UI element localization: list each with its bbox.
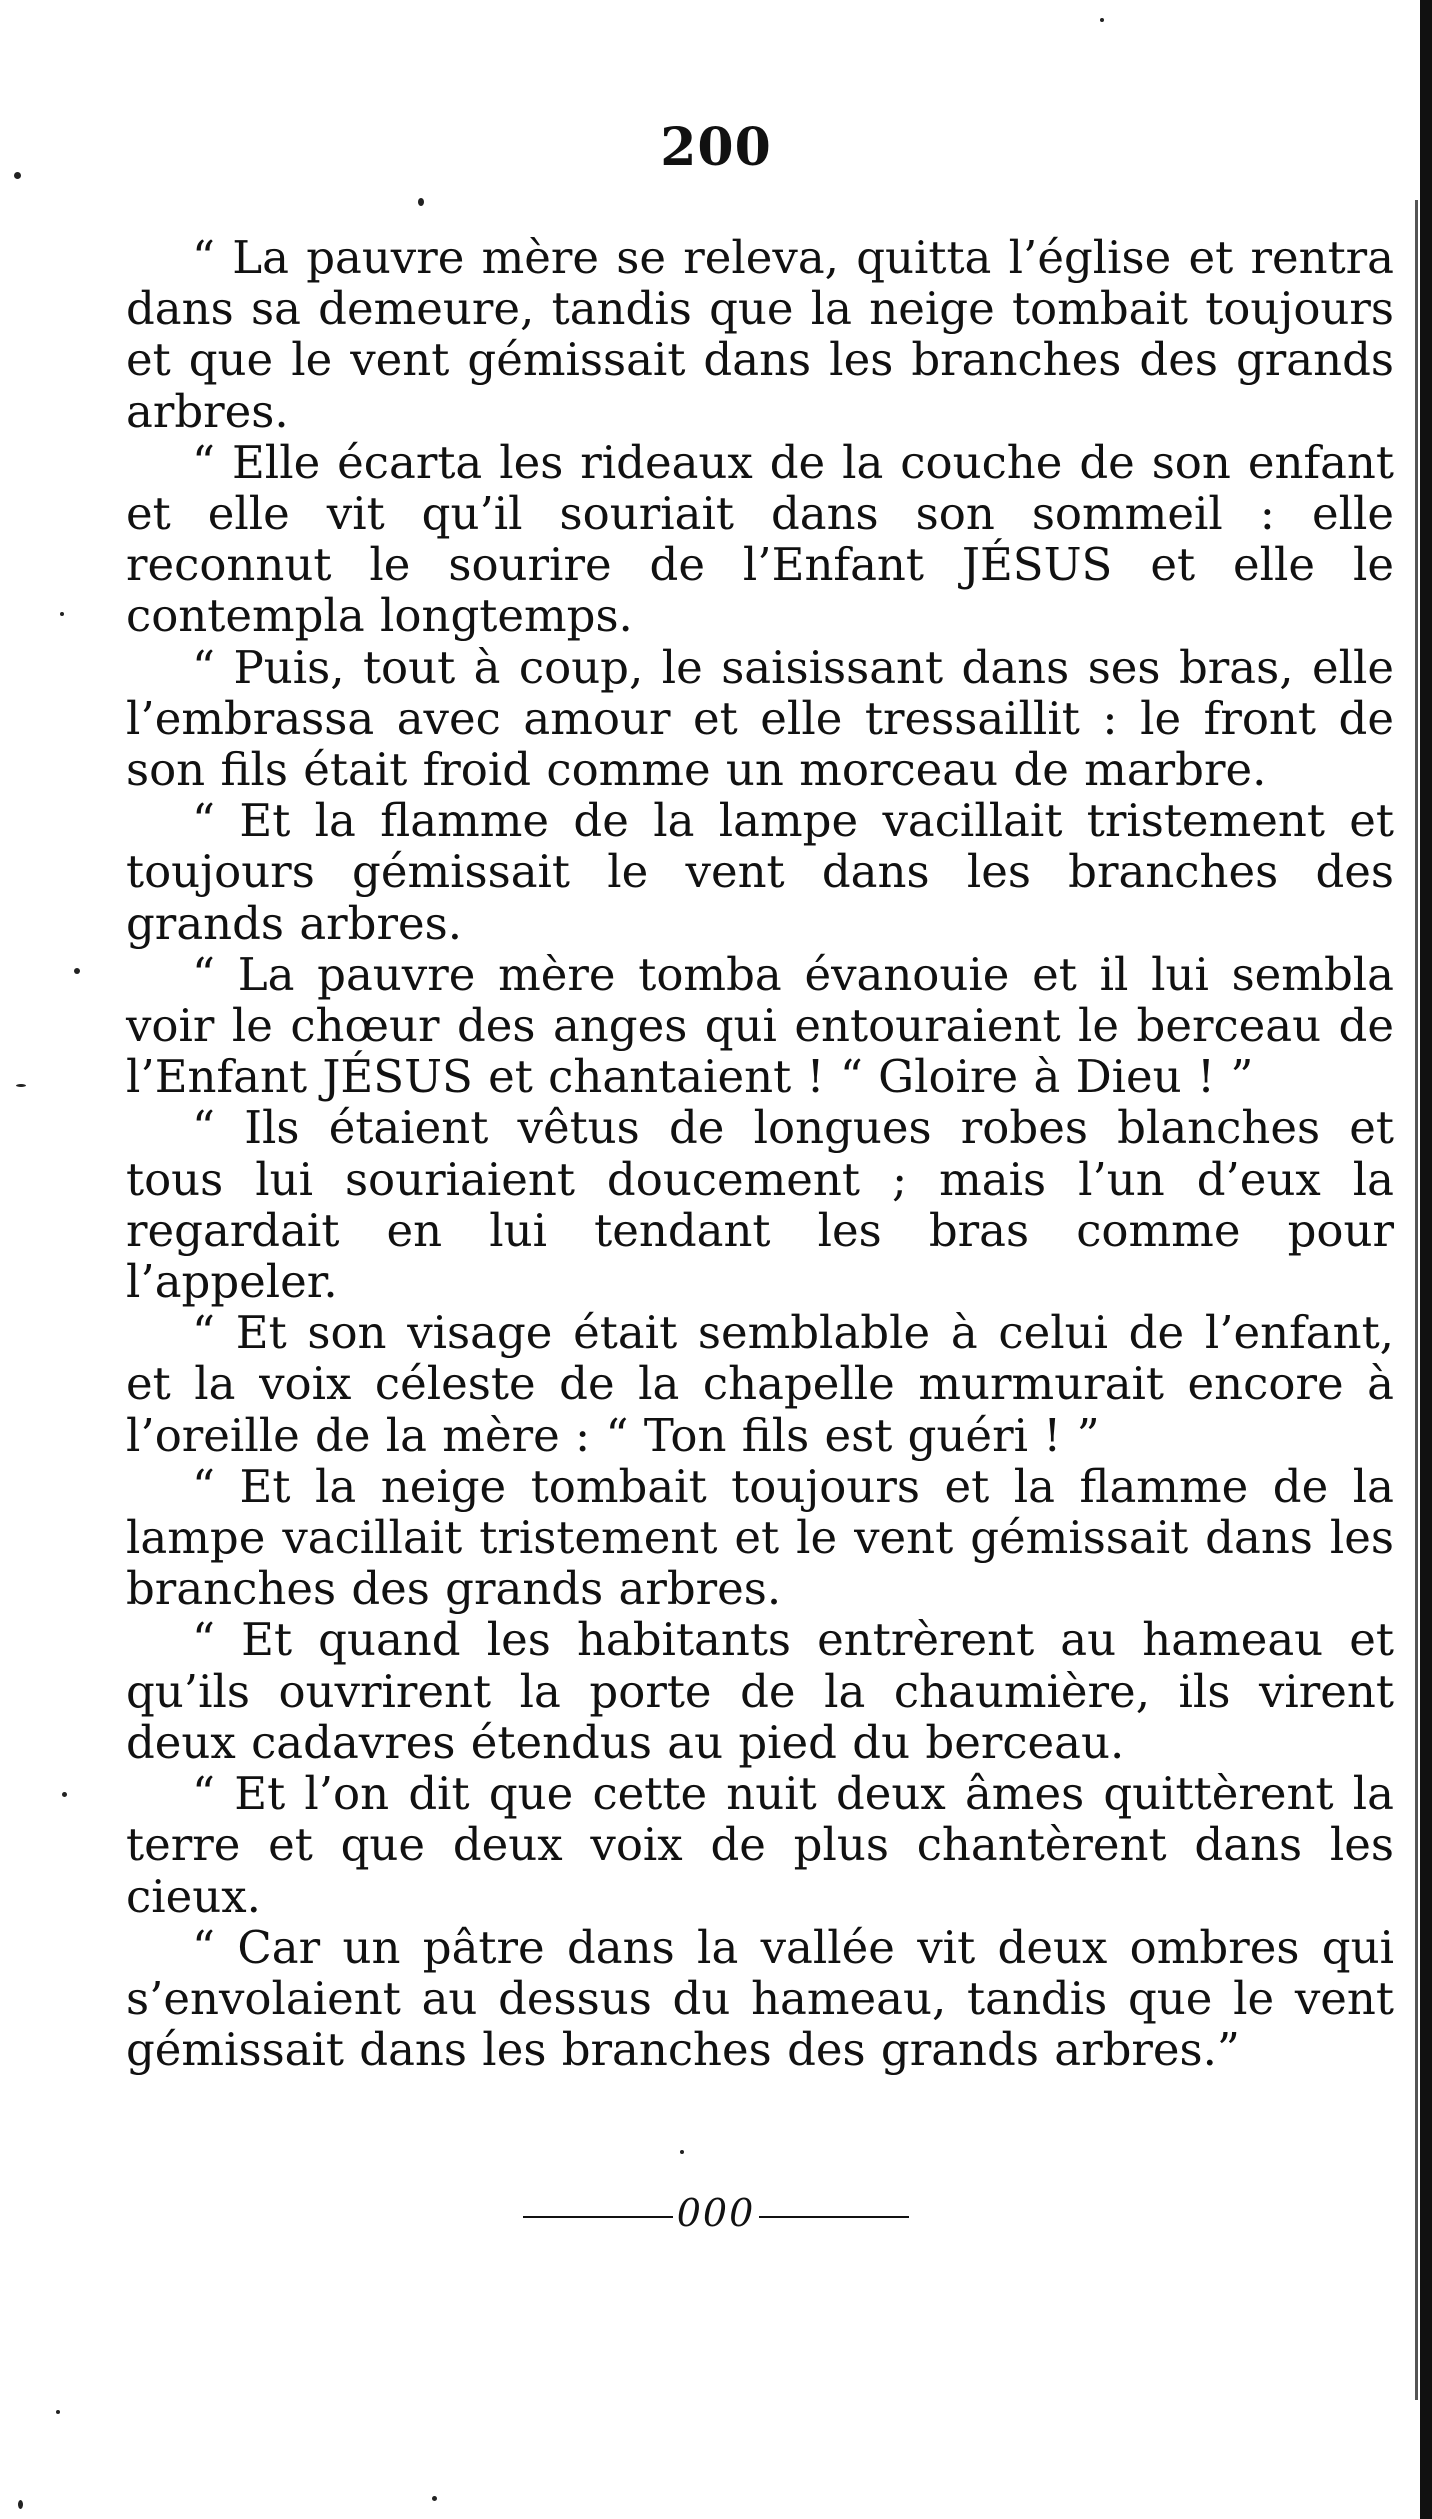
paragraph: “ La pauvre mère tomba évanouie et il lui sembla voir le chœur des anges qui entouraient le berceau de l’Enfant JÉSUS et chantaient ! “ Gloire à Dieu ! ”: [126, 947, 1394, 1104]
print-speck: [16, 1084, 26, 1087]
print-speck: [418, 198, 424, 206]
print-speck: [56, 2410, 60, 2414]
body-text: [126, 232, 1394, 2075]
paragraph: “ Ils étaient vêtus de longues robes blanches et tous lui souriaient doucement ; mais l’un d’eux la regardait en lui tendant les bras comme pour l’appeler.: [126, 1101, 1394, 1309]
ornament-rule-left: [523, 2216, 673, 2218]
paragraph: “ Et son visage était semblable à celui de l’enfant, et la voix céleste de la chapelle murmurait encore à l’oreille de la mère : “ Ton fils est guéri ! ”: [126, 1306, 1394, 1462]
paragraph: “ Et la flamme de la lampe vacillait tristement et toujours gémissait le vent dans les branches des grands arbres.: [126, 794, 1394, 950]
page-number: 200: [660, 117, 772, 178]
print-speck: [680, 2150, 684, 2154]
paragraph: “ Car un pâtre dans la vallée vit deux ombres qui s’envolaient au dessus du hameau, tandis que le vent gémissait dans les branches des grands arbres.”: [126, 1920, 1394, 2077]
print-speck: [74, 968, 80, 974]
end-ornament: [0, 2190, 1432, 2236]
paragraph: “ Et la neige tombait toujours et la flamme de la lampe vacillait tristement et le vent gémissait dans les branches des grands arbres.: [126, 1459, 1394, 1616]
print-speck: [1100, 18, 1104, 22]
print-speck: [62, 1792, 67, 1797]
paragraph: “ La pauvre mère se releva, quitta l’église et rentra dans sa demeure, tandis que la neige tombait toujours et que le vent gémissait dans les branches des grands arbres.: [126, 231, 1394, 438]
paragraph: “ Et quand les habitants entrèrent au hameau et qu’ils ouvrirent la porte de la chaumière, ils virent deux cadavres étendus au pied du berceau.: [126, 1613, 1394, 1769]
page-edge-line: [1415, 200, 1418, 2400]
print-speck: [432, 2496, 437, 2501]
print-speck: [18, 2500, 23, 2509]
paragraph: “ Et l’on dit que cette nuit deux âmes quittèrent la terre et que deux voix de plus chantèrent dans les cieux.: [126, 1767, 1394, 1923]
ornament-text: 000: [676, 2191, 756, 2235]
page-edge-shadow: [1420, 0, 1432, 2519]
paragraph: “ Puis, tout à coup, le saisissant dans ses bras, elle l’embrassa avec amour et elle tressaillit : le front de son fils était froid comme un morceau de marbre.: [126, 640, 1394, 797]
paragraph: “ Elle écarta les rideaux de la couche de son enfant et elle vit qu’il souriait dans son sommeil : elle reconnut le sourire de l’Enfant JÉSUS et elle le contempla longtemps.: [126, 435, 1394, 643]
ornament-rule-right: [759, 2216, 909, 2218]
print-speck: [60, 612, 64, 616]
